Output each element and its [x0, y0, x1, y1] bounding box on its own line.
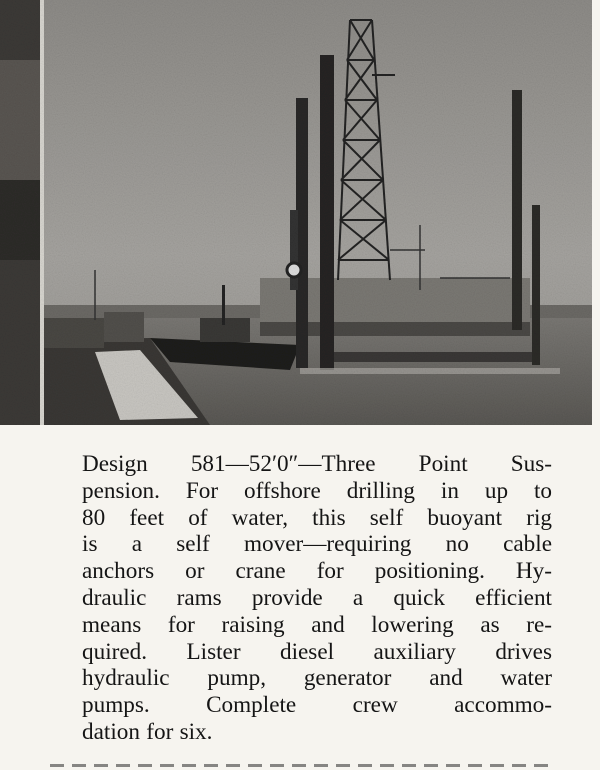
- caption-line: dation for six.: [82, 718, 213, 745]
- caption-line: draulic rams provide a quick efficient: [82, 584, 552, 611]
- caption-line: hydraulic pump, generator and water: [82, 665, 552, 692]
- caption-line: pumps. Complete crew accommo-: [82, 692, 552, 719]
- caption-line: 80 feet of water, this self buoyant rig: [82, 504, 552, 531]
- caption-line: pension. For offshore drilling in up to: [82, 477, 552, 504]
- caption-line: Design 581—52′0″—Three Point Sus-: [82, 451, 552, 477]
- caption-line: is a self mover—requiring no cable: [82, 531, 552, 558]
- caption-line: means for raising and lowering as re-: [82, 611, 552, 638]
- caption-line: quired. Lister diesel auxiliary drives: [82, 638, 552, 665]
- bottom-rule: [50, 764, 550, 767]
- photo-caption: [82, 451, 552, 746]
- caption-line: anchors or crane for positioning. Hy-: [82, 558, 552, 585]
